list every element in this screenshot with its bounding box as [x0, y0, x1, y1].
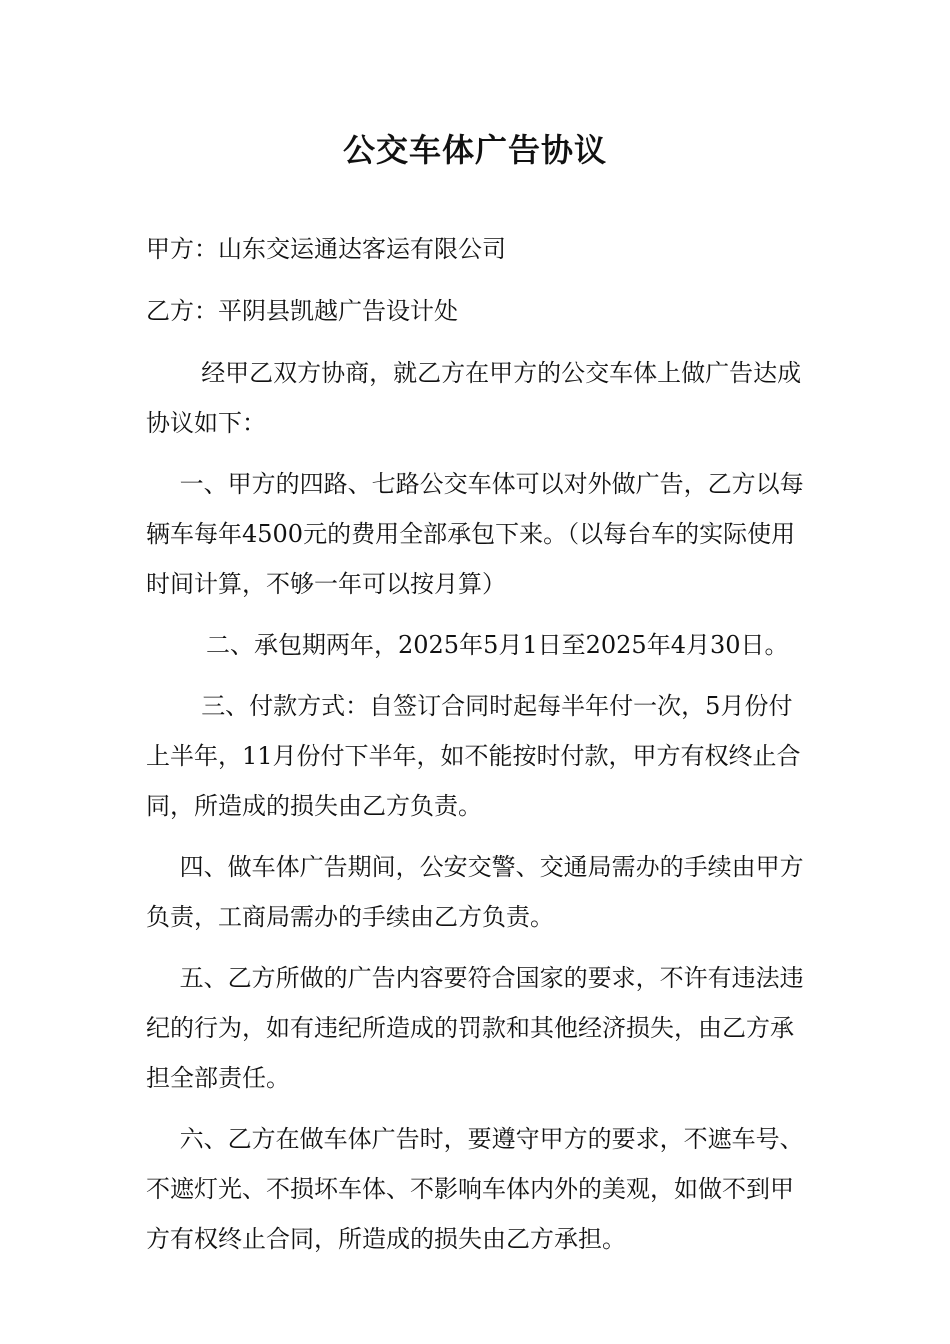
- document-title: 公交车体广告协议: [342, 131, 607, 169]
- party-a: 甲方：山东交运通达客运有限公司: [146, 235, 506, 263]
- party-b: 乙方：平阴县凯越广告设计处: [146, 297, 458, 325]
- clause-5: 五、乙方所做的广告内容要符合国家的要求，不许有违法违纪的行为，如有违纪所造成的罚款和其他经济损失，由乙方承担全部责任。: [146, 964, 804, 1092]
- clause-2: 二、承包期两年，2025年5月1日至2025年4月30日。: [206, 631, 789, 659]
- clause-3: 三、付款方式：自签订合同时起每半年付一次，5月份付上半年，11月份付下半年，如不能按时付款，甲方有权终止合同，所造成的损失由乙方负责。: [146, 692, 801, 820]
- clause-6: 六、乙方在做车体广告时，要遵守甲方的要求，不遮车号、不遮灯光、不损坏车体、不影响车体内外的美观，如做不到甲方有权终止合同，所造成的损失由乙方承担。: [146, 1125, 804, 1253]
- clause-4: 四、做车体广告期间，公安交警、交通局需办的手续由甲方负责，工商局需办的手续由乙方负责。: [146, 853, 804, 931]
- clause-1: 一、甲方的四路、七路公交车体可以对外做广告，乙方以每辆车每年4500元的费用全部承包下来。（以每台车的实际使用时间计算，不够一年可以按月算）: [146, 470, 804, 598]
- document-body: [146, 224, 806, 1264]
- intro-paragraph: 经甲乙双方协商，就乙方在甲方的公交车体上做广告达成协议如下：: [146, 359, 802, 437]
